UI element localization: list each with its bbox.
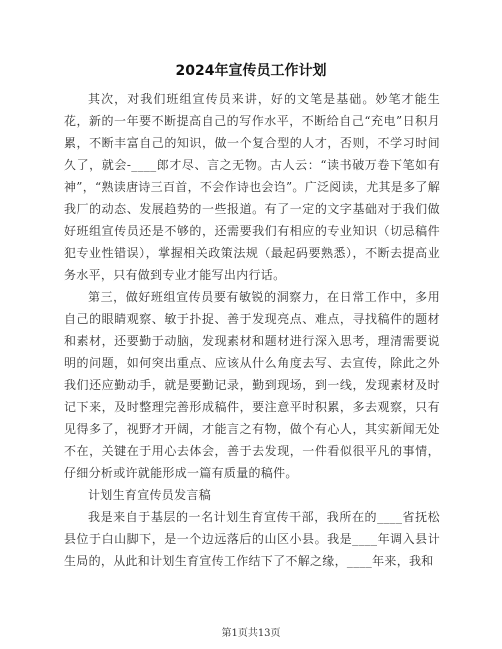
paragraph-observation: 第三，做好班组宣传员要有敏锐的洞察力，在日常工作中，多用自己的眼睛观察、敏于扑捉、善于发现亮点、难点，寻找稿件的题材和素材，还要勤于动脑，发现素材和题材进行深入思考，理清需要说明的问题，如何突出重点、应该从什么角度去写、去宣传，除此之外我们还应勤动手，就是要勤记录，勤到现场，到一线，发现素材及时记下来，及时整理完善形成稿件，要注意平时积累，多去观察，只有见得多了，视野才开阔，才能言之有物，做个有心人，其实新闻无处不在，关键在于用心去体会，善于去发现，一件看似很平凡的事情，仔细分析或许就能形成一篇有质量的稿件。	[64, 290, 440, 480]
document-title: 2024年宣传员工作计划	[175, 63, 327, 79]
paragraph-writing-skills: 其次，对我们班组宣传员来讲，好的文笔是基础。妙笔才能生花，新的一年要不断提高自己的写作水平，不断给自己“充电”日积月累，不断丰富自己的知识，做一个复合型的人才，否则，不学习时间久了，就会-____郎才尽、言之无物。古人云：“读书破万卷下笔如有神”，“熟读唐诗三百首，不会作诗也会诌”。广泛阅读，尤其是多了解我厂的动态、发展趋势的一些报道。有了一定的文字基础对于我们做好班组宣传员还是不够的，还需要我们有相应的专业知识（切忌稿件犯专业性错误），掌握相关政策法规（最起码要熟悉），不断去提高业务水平，只有做到专业才能写出内行话。	[64, 92, 441, 282]
section-heading: 计划生育宣传员发言稿	[88, 488, 212, 502]
document-body	[64, 88, 440, 572]
paragraph-speech-intro: 我是来自于基层的一名计划生育宣传干部，我所在的____省抚松县位于白山脚下，是一个边远落后的山区小县。我是____年调入县计生局的，从此和计划生育宣传工作结下了不解之缘，____年来，我和	[64, 510, 440, 568]
page-number: 第1页共13页	[221, 628, 281, 639]
